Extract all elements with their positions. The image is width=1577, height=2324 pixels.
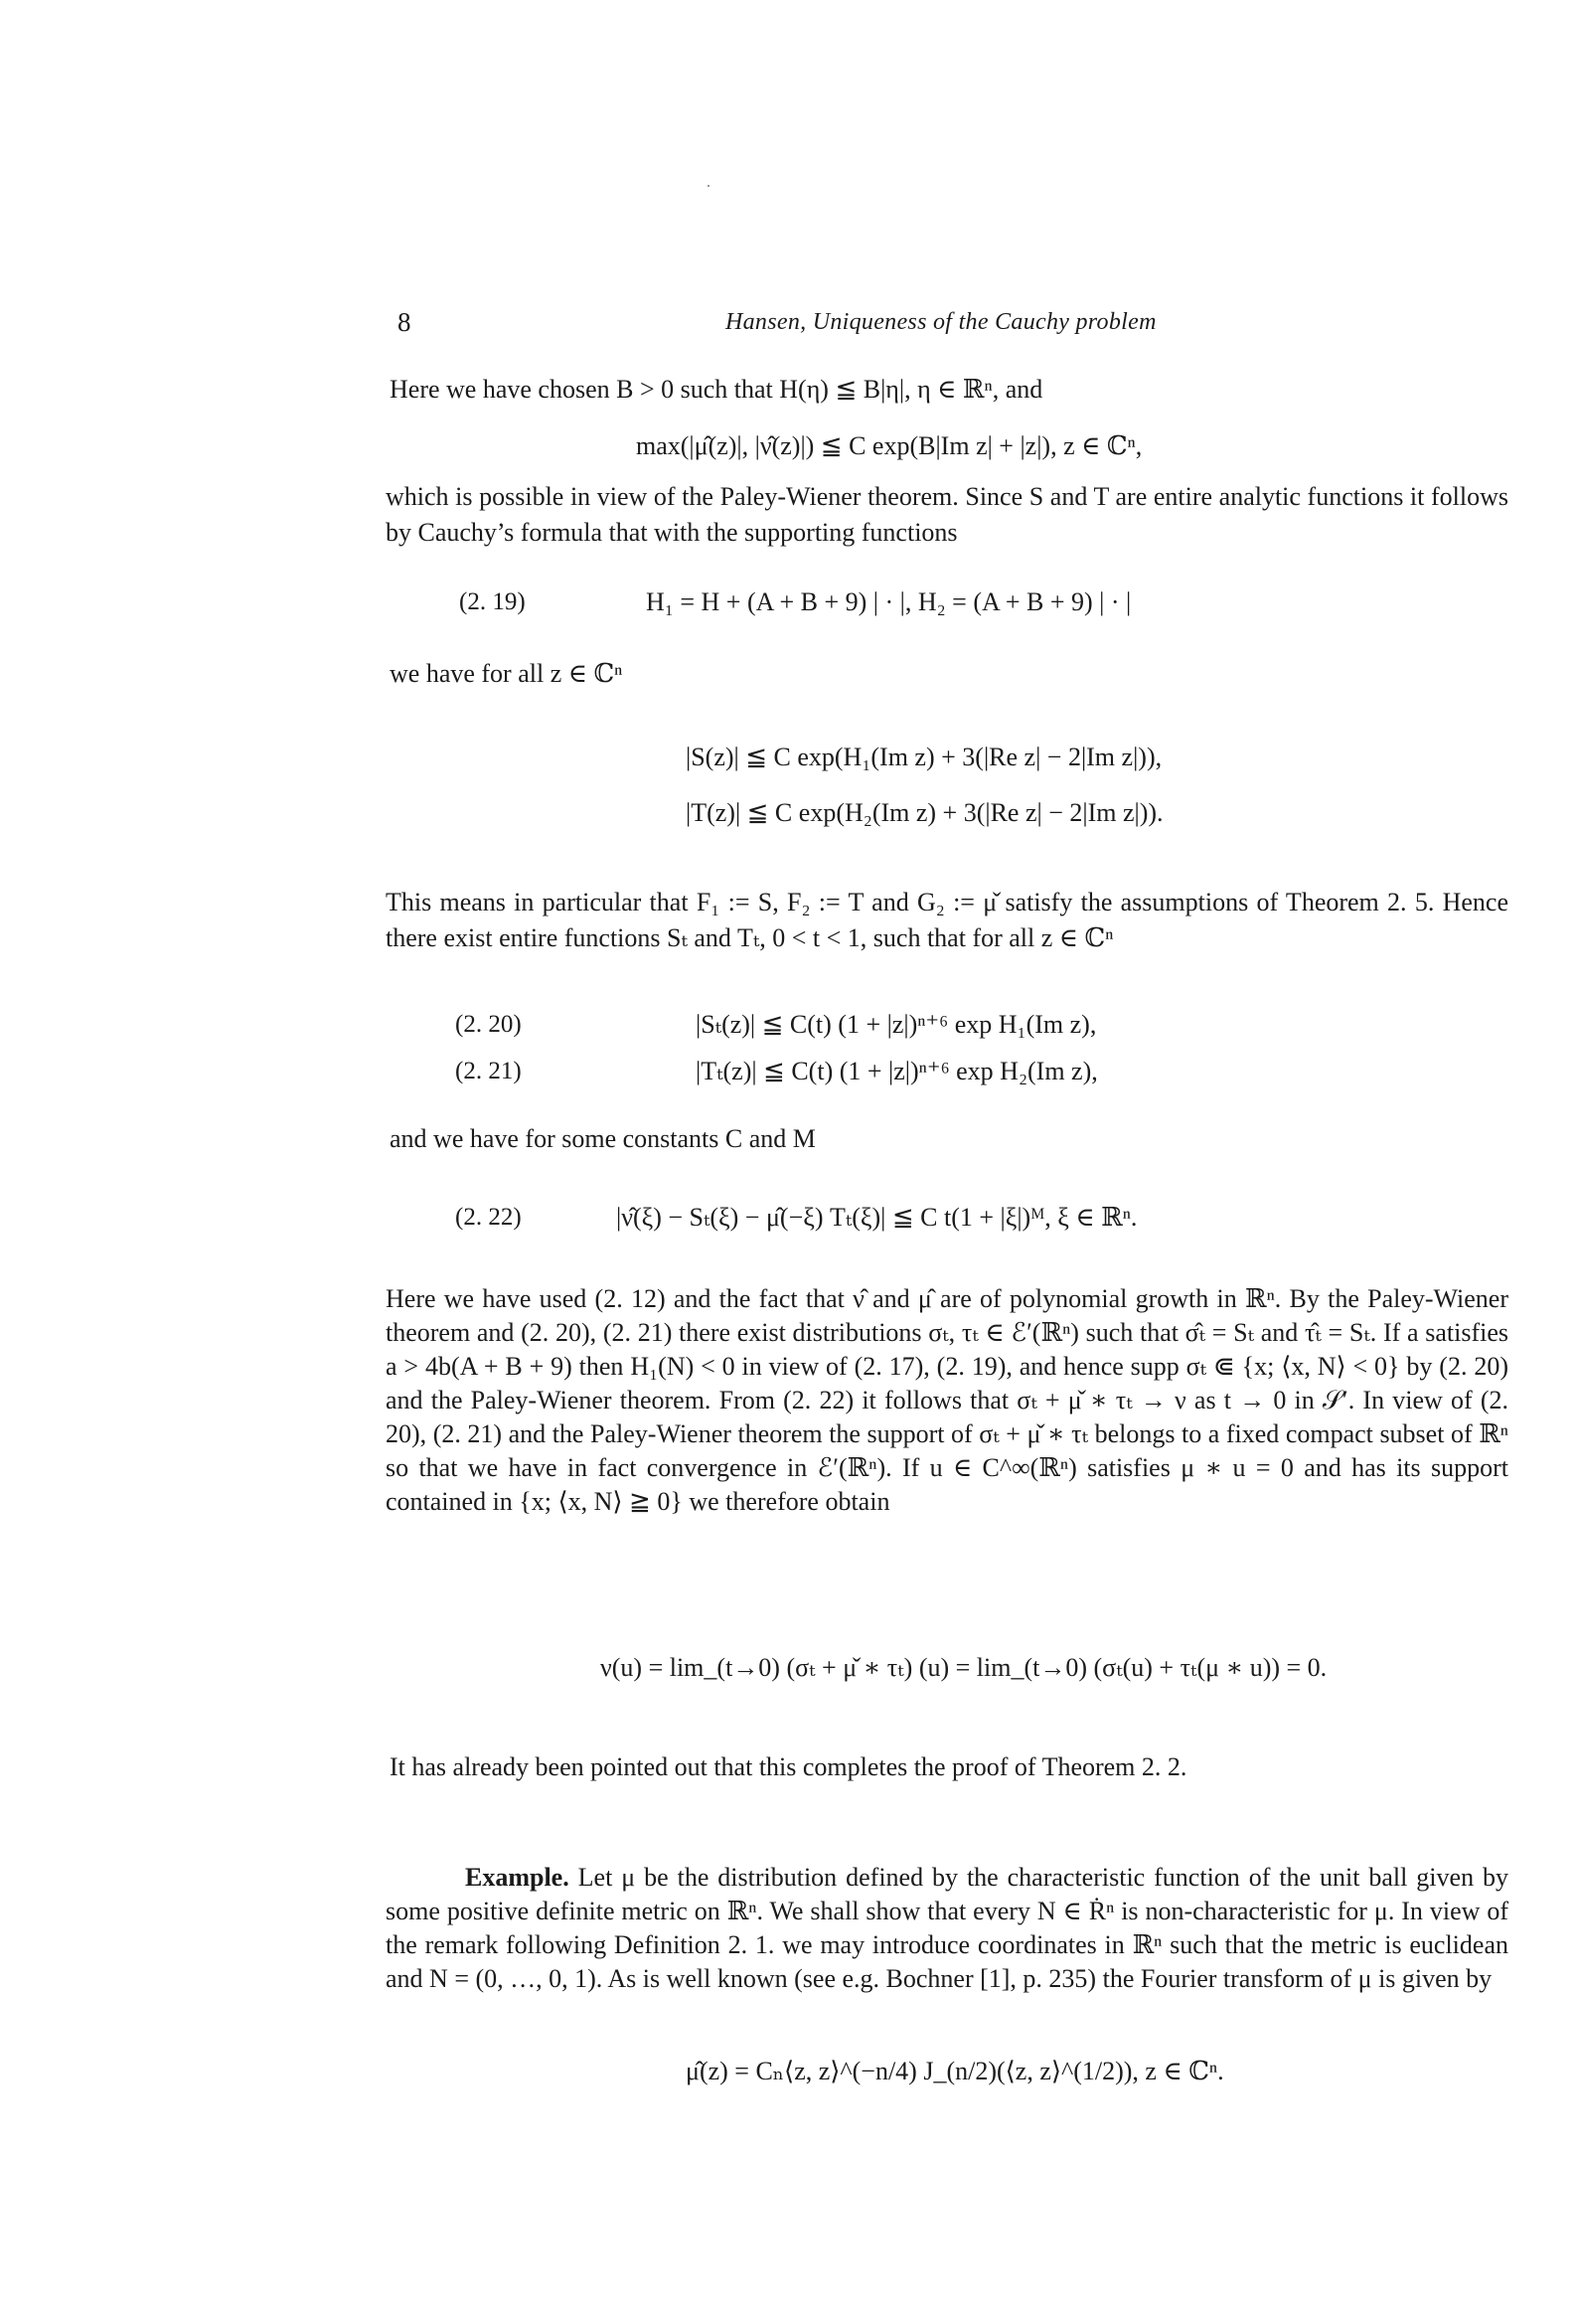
equation-label-2-22: (2. 22) bbox=[455, 1204, 522, 1231]
equation-2-19: H₁ = H + (A + B + 9) | · |, H₂ = (A + B + 9) | · | bbox=[646, 587, 1132, 616]
paragraph-example bbox=[386, 1861, 1508, 1996]
paragraph-2: which is possible in view of the Paley-Wiener theorem. Since S and T are entire analytic functions it follows by Cauchy’s formula that with the supporting functions bbox=[386, 482, 1508, 547]
example-text: Let μ be the distribution defined by the characteristic function of the unit ball given by some positive definite metric on ℝⁿ. We shall show that every N ∈ Ṙⁿ is non-characteristic for μ. In view of the remark following Definition 2. 1. we may introduce coordinates in ℝⁿ such that the metric is euclidean and N = (0, …, 0, 1). As is well known (see e.g. Bochner [1], p. 235) the Fourier transform of μ is given by bbox=[386, 1863, 1509, 1993]
equation-T-bound: |T(z)| ≦ C exp(H₂(Im z) + 3(|Re z| − 2|Im z|)). bbox=[686, 798, 1164, 827]
paragraph-5: and we have for some constants C and M bbox=[390, 1124, 816, 1153]
example-label: Example. bbox=[465, 1863, 569, 1892]
paragraph-7: It has already been pointed out that this completes the proof of Theorem 2. 2. bbox=[390, 1752, 1187, 1781]
equation-fourier-transform: μ̂(z) = Cₙ⟨z, z⟩^(−n/4) J_(n/2)(⟨z, z⟩^(1/2)), z ∈ ℂⁿ. bbox=[686, 2057, 1224, 2085]
running-title: Hansen, Uniqueness of the Cauchy problem bbox=[725, 309, 1157, 335]
equation-2-20: |Sₜ(z)| ≦ C(t) (1 + |z|)ⁿ⁺⁶ exp H₁(Im z), bbox=[696, 1010, 1097, 1039]
equation-S-bound: |S(z)| ≦ C exp(H₁(Im z) + 3(|Re z| − 2|Im z|)), bbox=[686, 743, 1163, 771]
scan-speck bbox=[708, 185, 710, 187]
paragraph-3: we have for all z ∈ ℂⁿ bbox=[390, 659, 623, 688]
equation-label-2-20: (2. 20) bbox=[455, 1011, 522, 1038]
page-number: 8 bbox=[397, 307, 411, 337]
equation-2-22: |ν̂(ξ) − Sₜ(ξ) − μ̂(−ξ) Tₜ(ξ)| ≦ C t(1 + |ξ|)ᴹ, ξ ∈ ℝⁿ. bbox=[616, 1203, 1138, 1232]
paragraph-4: This means in particular that F₁ := S, F₂ := T and G₂ := μ̌ satisfy the assumptions of Theorem 2. 5. Hence there exist entire functions Sₜ and Tₜ, 0 < t < 1, such that for all z ∈ ℂⁿ bbox=[386, 888, 1508, 952]
equation-limit: ν(u) = lim_(t→0) (σₜ + μ̌ ∗ τₜ) (u) = lim_(t→0) (σₜ(u) + τₜ(μ ∗ u)) = 0. bbox=[600, 1653, 1328, 1682]
equation-max-bound: max(|μ̂(z)|, |ν̂(z)|) ≦ C exp(B|Im z| + |z|), z ∈ ℂⁿ, bbox=[636, 431, 1143, 460]
equation-2-21: |Tₜ(z)| ≦ C(t) (1 + |z|)ⁿ⁺⁶ exp H₂(Im z), bbox=[696, 1057, 1098, 1085]
paragraph-1: Here we have chosen B > 0 such that H(η) ≦ B|η|, η ∈ ℝⁿ, and bbox=[390, 375, 1043, 404]
equation-label-2-19: (2. 19) bbox=[459, 588, 526, 615]
paragraph-6: Here we have used (2. 12) and the fact that ν̂ and μ̂ are of polynomial growth in ℝⁿ. By the Paley-Wiener theorem and (2. 20), (2. 21) there exist distributions σₜ, τₜ ∈ ℰ′(ℝⁿ) such that σ̂ₜ = Sₜ and τ̂ₜ = Sₜ. If a satisfies a > 4b(A + B + 9) then H₁(N) < 0 in view of (2. 17), (2. 19), and hence supp σₜ ⋐ {x; ⟨x, N⟩ < 0} by (2. 20) and the Paley-Wiener theorem. From (2. 22) it follows that σₜ + μ̌ ∗ τₜ → ν as t → 0 in 𝒮′. In view of (2. 20), (2. 21) and the Paley-Wiener theorem the support of σₜ + μ̌ ∗ τₜ belongs to a fixed compact subset of ℝⁿ so that we have in fact convergence in ℰ′(ℝⁿ). If u ∈ C^∞(ℝⁿ) satisfies μ ∗ u = 0 and has its support contained in {x; ⟨x, N⟩ ≧ 0} we therefore obtain bbox=[386, 1284, 1508, 1516]
equation-label-2-21: (2. 21) bbox=[455, 1058, 522, 1084]
